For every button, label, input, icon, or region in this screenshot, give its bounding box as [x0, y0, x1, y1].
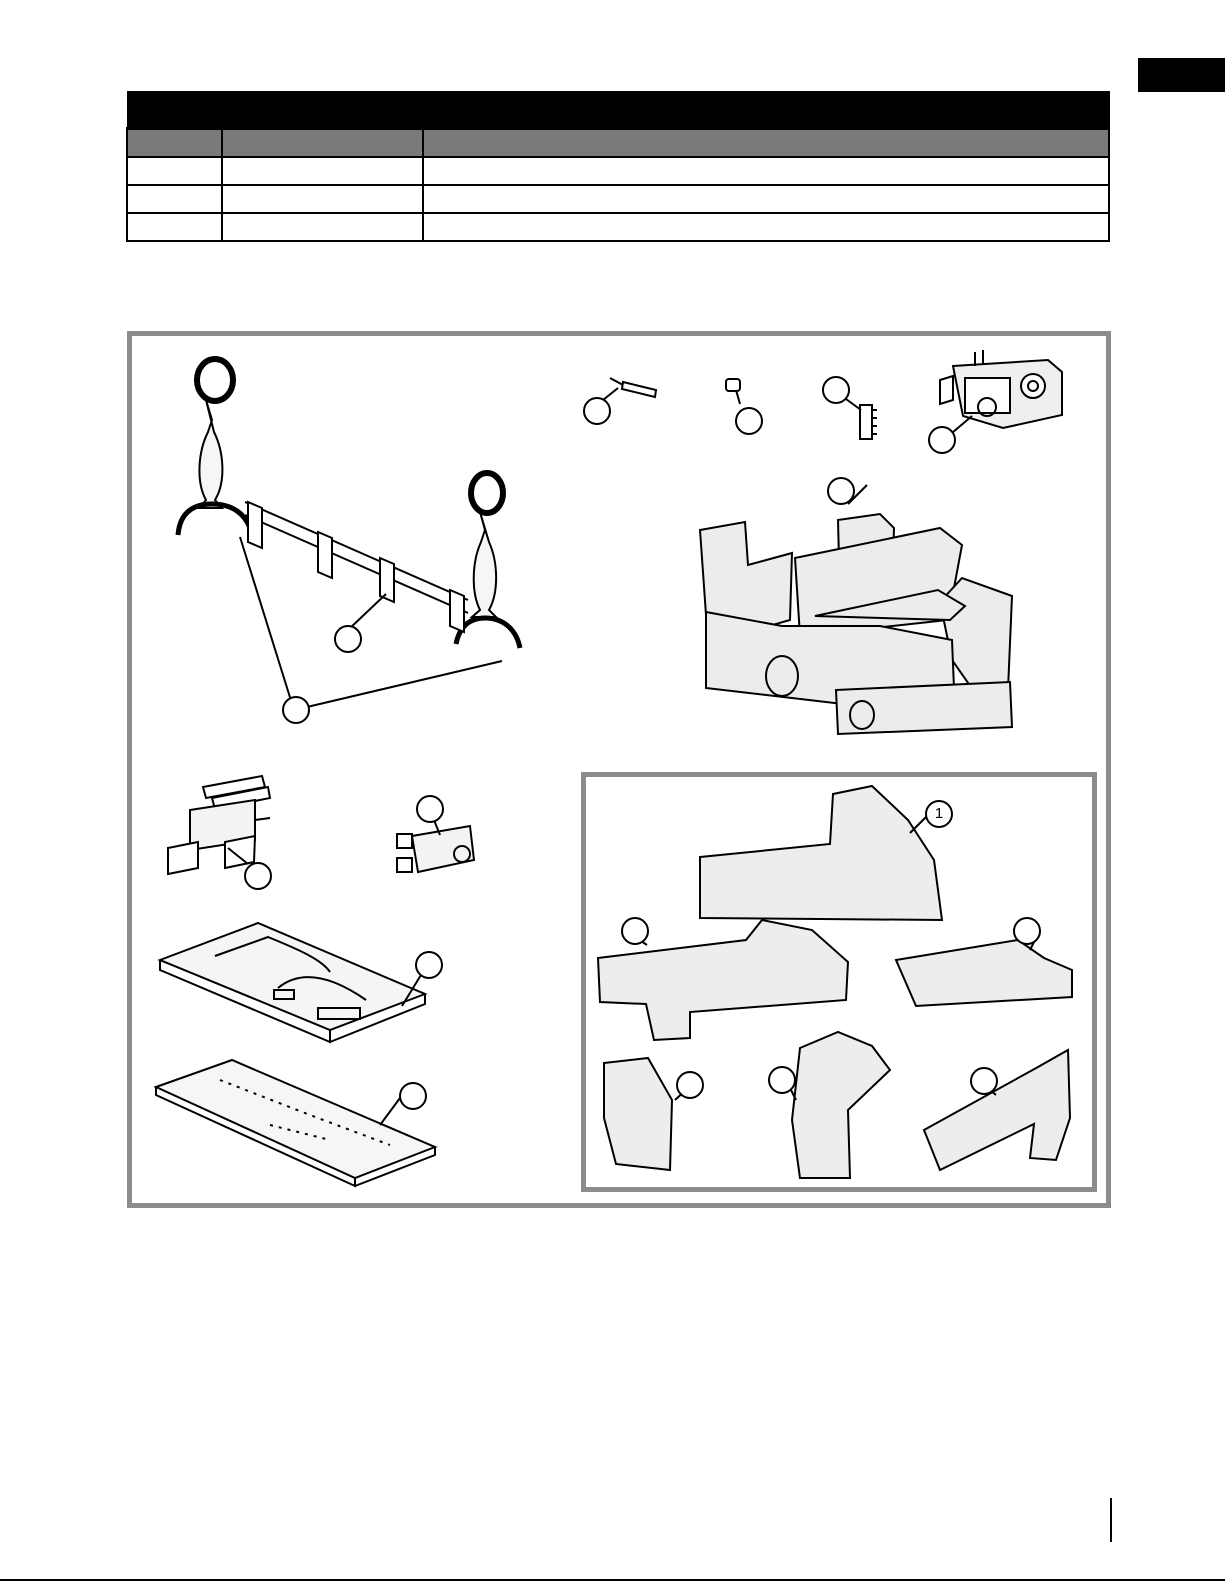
footer-rule — [0, 1579, 1225, 1581]
callout-circle — [735, 407, 763, 435]
callout-circle — [621, 917, 649, 945]
callout-circle — [583, 397, 611, 425]
inset-logs-illustration — [598, 786, 1072, 1178]
andiron-grate-illustration — [178, 359, 520, 707]
callout-circle — [928, 426, 956, 454]
callout-circle — [1013, 917, 1041, 945]
callout-circle — [244, 862, 272, 890]
ember-screen-illustration — [156, 1060, 435, 1186]
callout-circle — [827, 477, 855, 505]
callout-circle — [415, 951, 443, 979]
callout-circle — [282, 696, 310, 724]
callout-circle — [676, 1071, 704, 1099]
burner-tray-illustration — [160, 923, 425, 1042]
callout-circle — [399, 1082, 427, 1110]
callout-circle-log1: 1 — [925, 800, 953, 828]
page-number-rule — [1110, 1498, 1112, 1542]
pilot-assembly-illustration — [168, 776, 270, 874]
callout-circle — [768, 1066, 796, 1094]
log-set-illustration — [700, 485, 1012, 734]
callout-circle — [970, 1067, 998, 1095]
gas-valve-illustration — [940, 350, 1062, 438]
callout-circle — [822, 376, 850, 404]
callout-circle — [334, 625, 362, 653]
callout-circle — [416, 795, 444, 823]
